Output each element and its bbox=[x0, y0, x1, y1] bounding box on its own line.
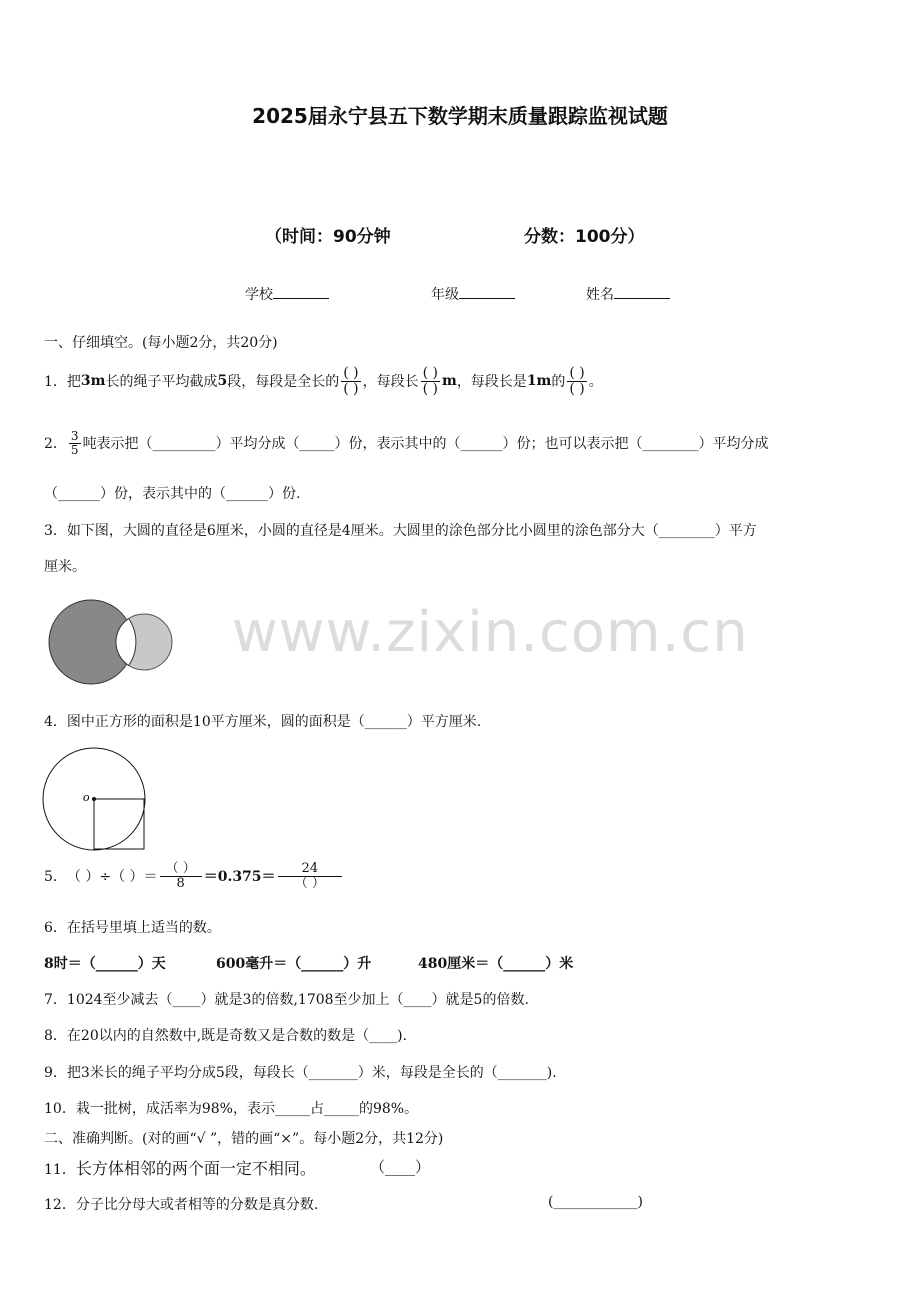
q7-number: 7． bbox=[44, 992, 67, 1008]
circle-square-figure bbox=[40, 746, 152, 854]
q1-fraction-blank[interactable]: $\frac{( )}{( )}$ bbox=[422, 365, 438, 397]
q6-item-1: 8时＝（______）天 bbox=[44, 956, 166, 972]
q2-fraction: $\frac{3}{5}$ bbox=[70, 429, 79, 457]
q12-text: 分子比分母大或者相等的分数是真分数. bbox=[75, 1197, 319, 1213]
q2-number: 2． bbox=[44, 436, 67, 453]
q5-number: 5． bbox=[44, 869, 67, 886]
q1-text: 段，每段是全长的 bbox=[227, 374, 340, 391]
q1-text: 的 bbox=[551, 374, 566, 391]
question-9 bbox=[44, 1062, 557, 1082]
q1-fraction-blank[interactable]: $\frac{( )}{( )}$ bbox=[343, 365, 359, 397]
q1-text: ，每段长是 bbox=[456, 374, 527, 391]
question-3 bbox=[44, 520, 757, 540]
question-12 bbox=[44, 1194, 318, 1214]
school-field[interactable] bbox=[245, 284, 329, 304]
q1-text: 。 bbox=[588, 374, 603, 391]
school-blank[interactable] bbox=[273, 284, 329, 299]
q2-text-line2: （______）份，表示其中的（______）份. bbox=[44, 486, 301, 502]
q3-number: 3． bbox=[44, 523, 67, 539]
q1-unit: m bbox=[441, 373, 457, 390]
grade-label: 年级 bbox=[431, 287, 459, 303]
q3-text-line2: 厘米。 bbox=[44, 559, 86, 575]
question-5 bbox=[44, 862, 344, 890]
q5-fraction-2[interactable]: $\frac{24}{( )}$ bbox=[278, 862, 343, 890]
q12-answer-blank[interactable]: (____________) bbox=[548, 1194, 643, 1210]
section2-heading: 二、准确判断。(对的画“√ ”，错的画“×”。每小题2分，共12分) bbox=[44, 1131, 444, 1147]
q10-number: 10． bbox=[44, 1101, 76, 1117]
exam-time: （时间：90分钟 bbox=[265, 227, 391, 247]
q5-text: （ ）÷（ ）＝ bbox=[66, 869, 158, 886]
q10-text: 栽一批树，成活率为98%，表示_____占_____的98%。 bbox=[75, 1101, 419, 1117]
question-11 bbox=[44, 1156, 316, 1179]
center-point bbox=[92, 797, 96, 801]
q8-text: 在20以内的自然数中,既是奇数又是合数的数是（____). bbox=[66, 1028, 408, 1044]
exam-score: 分数：100分） bbox=[524, 227, 645, 247]
school-label: 学校 bbox=[245, 287, 273, 303]
q1-value: 1m bbox=[526, 373, 552, 390]
q9-number: 9． bbox=[44, 1065, 67, 1081]
q11-answer-blank[interactable]: （____） bbox=[370, 1158, 431, 1176]
question-4 bbox=[44, 711, 481, 731]
q7-text: 1024至少减去（____）就是3的倍数,1708至少加上（____）就是5的倍数. bbox=[66, 992, 529, 1008]
q1-value: 3m bbox=[80, 373, 106, 390]
q6-number: 6． bbox=[44, 920, 67, 936]
q6-item-3: 480厘米＝（______）米 bbox=[418, 956, 574, 972]
q1-text: ，每段长 bbox=[362, 374, 419, 391]
q4-text: 图中正方形的面积是10平方厘米，圆的面积是（______）平方厘米. bbox=[66, 714, 482, 730]
q11-number: 11． bbox=[44, 1162, 76, 1178]
q6-text: 在括号里填上适当的数。 bbox=[66, 920, 221, 936]
watermark: www.zixin.com.cn bbox=[232, 600, 749, 665]
q8-number: 8． bbox=[44, 1028, 67, 1044]
question-6 bbox=[44, 917, 221, 937]
center-label: o bbox=[83, 789, 90, 804]
q1-text: 把 bbox=[66, 374, 81, 391]
name-field[interactable] bbox=[586, 284, 670, 304]
name-blank[interactable] bbox=[614, 284, 670, 299]
q5-text: ＝0.375＝ bbox=[203, 869, 276, 886]
q9-text: 把3米长的绳子平均分成5段，每段长（_______）米，每段是全长的（_______). bbox=[66, 1065, 557, 1081]
q1-value: 5 bbox=[217, 373, 228, 390]
question-8 bbox=[44, 1025, 407, 1045]
q11-text: 长方体相邻的两个面一定不相同。 bbox=[75, 1159, 316, 1178]
grade-field[interactable] bbox=[431, 284, 515, 304]
q6-item-2: 600毫升＝（______）升 bbox=[216, 956, 372, 972]
q12-number: 12． bbox=[44, 1197, 76, 1213]
grade-blank[interactable] bbox=[459, 284, 515, 299]
square-shape bbox=[94, 799, 144, 849]
exam-title: 2025届永宁县五下数学期末质量跟踪监视试题 bbox=[252, 104, 668, 128]
q1-number: 1． bbox=[44, 374, 67, 391]
q4-number: 4． bbox=[44, 714, 67, 730]
section1-heading: 一、仔细填空。(每小题2分，共20分) bbox=[44, 335, 278, 351]
question-1 bbox=[44, 366, 603, 396]
question-7 bbox=[44, 989, 529, 1009]
name-label: 姓名 bbox=[586, 287, 614, 303]
q1-text: 长的绳子平均截成 bbox=[105, 374, 218, 391]
question-2 bbox=[44, 430, 769, 456]
q1-fraction-blank[interactable]: $\frac{( )}{( )}$ bbox=[569, 365, 585, 397]
q2-text-line1: 吨表示把（_________）平均分成（_____）份，表示其中的（______）份；也可以表示把（________）平均分成 bbox=[82, 436, 769, 453]
q5-fraction-1[interactable]: $\frac{( )}{8}$ bbox=[160, 862, 202, 890]
circles-figure bbox=[44, 594, 184, 694]
question-10 bbox=[44, 1098, 418, 1118]
q3-text-line1: 如下图，大圆的直径是6厘米，小圆的直径是4厘米。大圆里的涂色部分比小圆里的涂色部分大（________）平方 bbox=[66, 523, 757, 539]
